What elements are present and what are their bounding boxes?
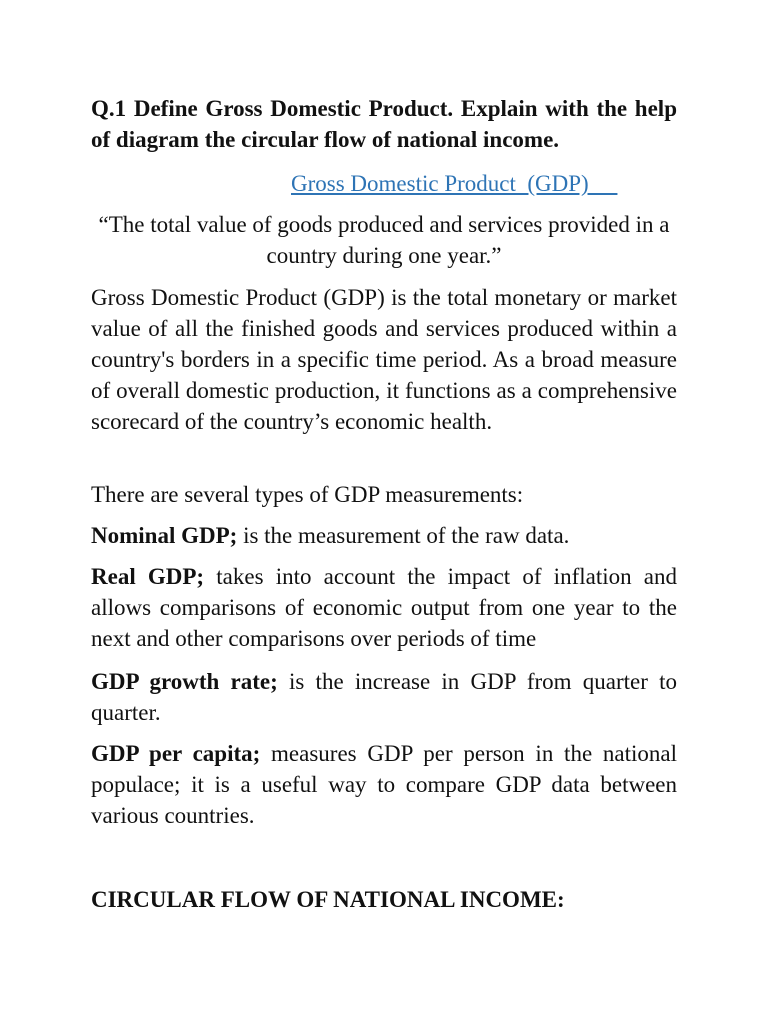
gdp-type-term: Real GDP; [91, 564, 205, 589]
gdp-type-real [91, 561, 677, 654]
gdp-type-description: is the measurement of the raw data. [237, 523, 570, 548]
gdp-type-growth-rate [91, 666, 677, 728]
gdp-heading-link[interactable]: Gross Domestic Product (GDP) [291, 171, 618, 196]
gdp-type-term: GDP growth rate; [91, 669, 278, 694]
gdp-type-nominal [91, 520, 677, 551]
gdp-types-intro: There are several types of GDP measurements: [91, 482, 524, 507]
gdp-type-description: measures GDP per person in the national populace; it is a useful way to compare GDP data between various countries. [91, 741, 677, 828]
gdp-definition-quote: “The total value of goods produced and services provided in a country during one year.” [98, 212, 670, 268]
gdp-type-description: takes into account the impact of inflation and allows comparisons of economic output from one year to the next and other comparisons over periods of time [91, 564, 677, 651]
section-heading-circular-flow: CIRCULAR FLOW OF NATIONAL INCOME: [91, 887, 565, 912]
gdp-type-description: is the increase in GDP from quarter to quarter. [91, 669, 678, 725]
question-heading: Q.1 Define Gross Domestic Product. Explain with the help of diagram the circular flow of national income. [91, 96, 677, 152]
gdp-type-per-capita [91, 738, 677, 831]
gdp-type-term: Nominal GDP; [91, 523, 238, 548]
gdp-definition-paragraph: Gross Domestic Product (GDP) is the total monetary or market value of all the finished goods and services produced within a country's borders in a specific time period. As a broad measure of overall domestic production, it functions as a comprehensive scorecard of the country’s economic health. [91, 285, 677, 434]
gdp-type-term: GDP per capita; [91, 741, 261, 766]
